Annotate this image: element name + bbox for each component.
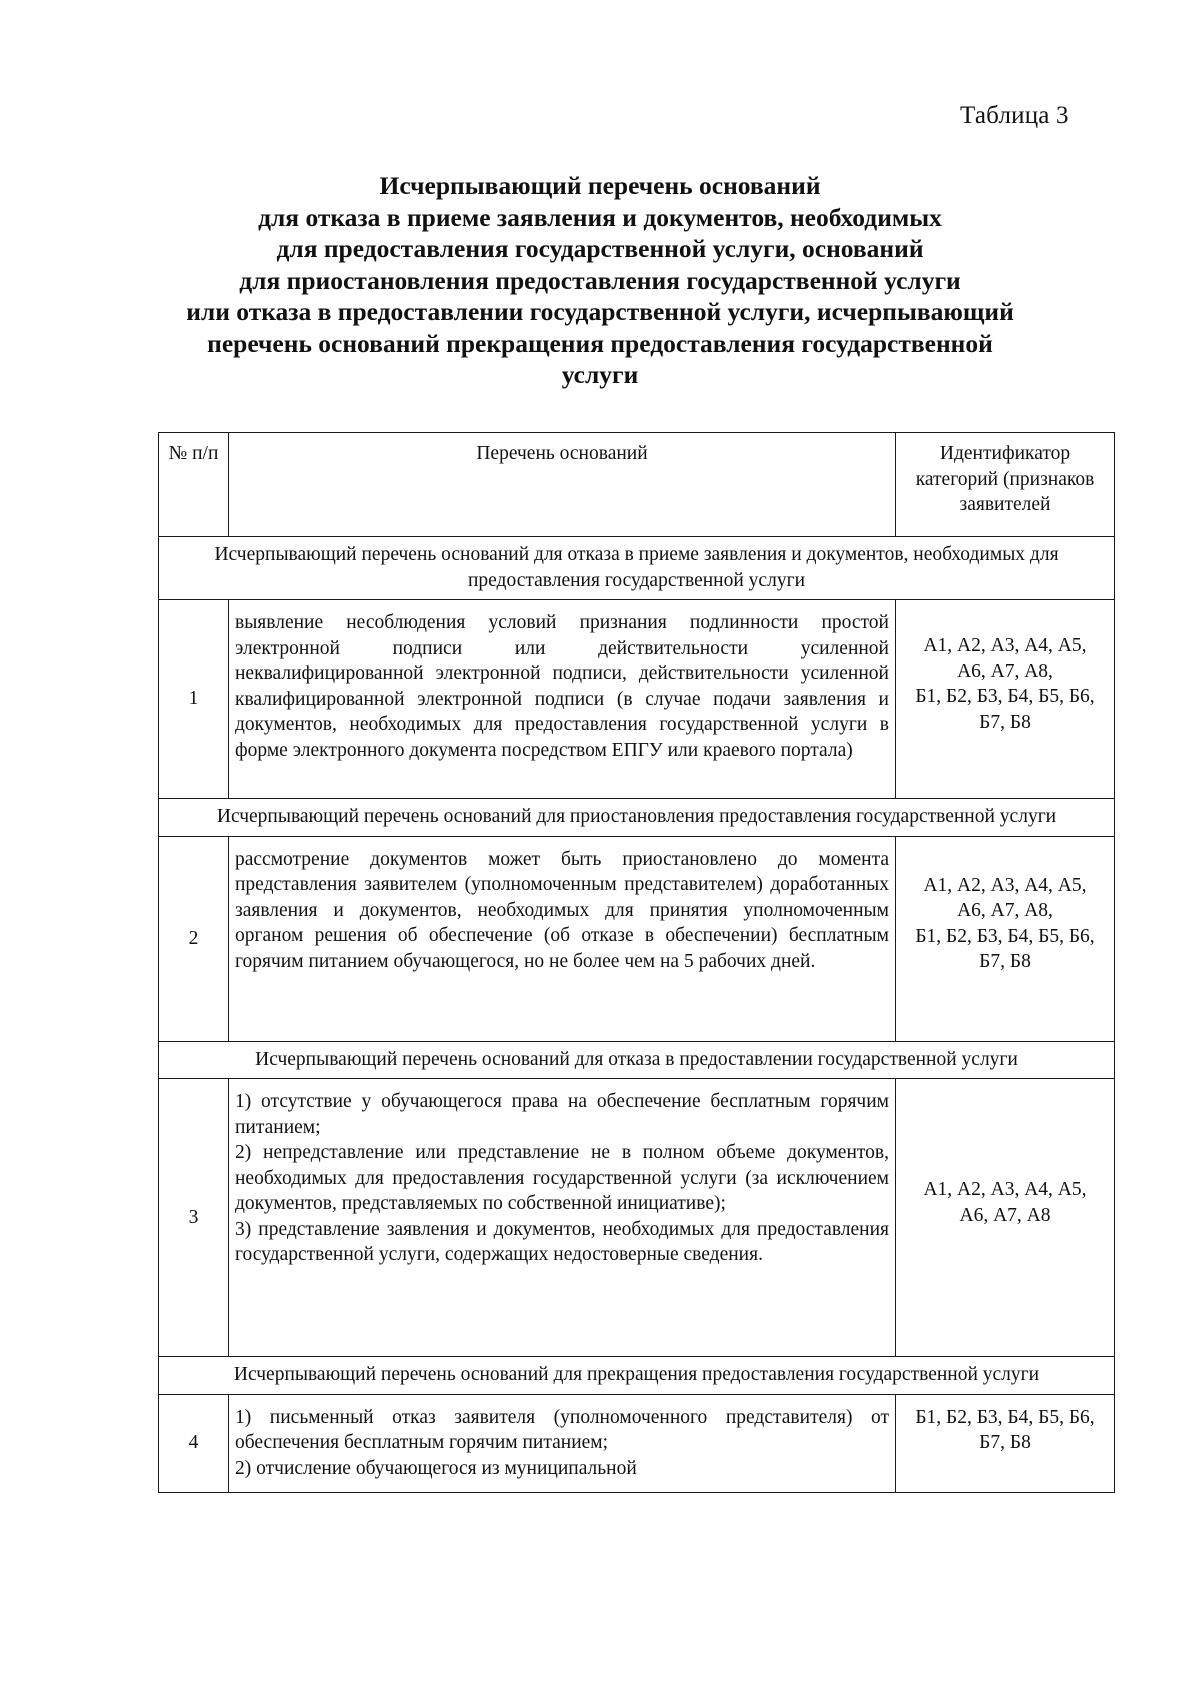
header-grounds: Перечень оснований xyxy=(229,433,896,537)
header-num: № п/п xyxy=(159,433,229,537)
grounds-table xyxy=(158,432,1115,1493)
identifier-line: Б1, Б2, Б3, Б4, Б5, Б6, xyxy=(915,1406,1095,1428)
row-paragraph: выявление несоблюдения условий признания подлинности простой электронной подписи или действительности усиленной неквалифицированной электронной подписи, действительности усиленной квалифицированной электронной подписи (в случае подачи заявления и документов, необходимых для предоставления государственной услуги в форме электронного документа посредством ЕПГУ или краевого портала) xyxy=(235,612,889,761)
section-row xyxy=(159,799,1115,837)
title-line: перечень оснований прекращения предоставления государственной xyxy=(207,328,993,358)
header-identifier xyxy=(896,433,1115,537)
table-row xyxy=(159,836,1115,1041)
row-number: 1 xyxy=(159,600,229,799)
identifier-line: А6, А7, А8 xyxy=(959,1204,1051,1226)
section-title: Исчерпывающий перечень оснований для отказа в предоставлении государственной услуги xyxy=(159,1041,1115,1079)
row-identifiers xyxy=(896,836,1115,1041)
section-row xyxy=(159,537,1115,600)
table-row xyxy=(159,600,1115,799)
title-line: услуги xyxy=(561,360,639,389)
row-identifiers xyxy=(896,1079,1115,1357)
row-text xyxy=(229,1394,896,1492)
identifier-line: Б7, Б8 xyxy=(979,711,1031,733)
table-row xyxy=(159,1394,1115,1492)
row-identifiers xyxy=(896,600,1115,799)
row-paragraph: 1) отсутствие у обучающегося права на обеспечение бесплатным горячим питанием; xyxy=(235,1091,889,1138)
identifier-line: Б1, Б2, Б3, Б4, Б5, Б6, xyxy=(915,925,1095,947)
section-row xyxy=(159,1041,1115,1079)
row-paragraph: 1) письменный отказ заявителя (уполномоченного представителя) от обеспечения бесплатным горячим питанием; xyxy=(235,1406,889,1453)
section-title: Исчерпывающий перечень оснований для отказа в приеме заявления и документов, необходимых для предоставления государственной услуги xyxy=(159,537,1115,600)
header-identifier-line: Идентификатор xyxy=(939,443,1071,464)
table-header-row xyxy=(159,433,1115,537)
identifier-line: А6, А7, А8, xyxy=(957,660,1053,682)
identifier-line: А1, А2, А3, А4, А5, xyxy=(923,1179,1087,1200)
table-row xyxy=(159,1079,1115,1357)
section-title: Исчерпывающий перечень оснований для приостановления предоставления государственной услуги xyxy=(159,799,1115,837)
header-identifier-line: категорий (признаков xyxy=(915,468,1095,490)
section-title: Исчерпывающий перечень оснований для прекращения предоставления государственной услуги xyxy=(159,1357,1115,1395)
row-paragraph: 3) представление заявления и документов, необходимых для предоставления государственной услуги, содержащих недостоверные сведения. xyxy=(235,1218,889,1265)
row-number: 3 xyxy=(159,1079,229,1357)
row-paragraph: 2) непредставление или представление не в полном объеме документов, необходимых для предоставления государственной услуги (за исключением документов, представляемых по собственной инициативе); xyxy=(235,1142,889,1214)
identifier-line: Б7, Б8 xyxy=(979,1432,1031,1453)
section-row xyxy=(159,1357,1115,1395)
row-text xyxy=(229,836,896,1041)
row-paragraph: 2) отчисление обучающегося из муниципальной xyxy=(235,1457,637,1479)
document-title xyxy=(150,170,1050,391)
identifier-line: А6, А7, А8, xyxy=(957,900,1053,921)
title-line: Исчерпывающий перечень оснований xyxy=(379,171,821,200)
row-paragraph: рассмотрение документов может быть приостановлено до момента представления заявителем (уполномоченным представителем) доработанных заявления и документов, необходимых для принятия уполномоченным органом решения об обеспечение (об отказе в обеспечении) бесплатным горячим питанием обучающегося, но не более чем на 5 рабочих дней. xyxy=(235,848,889,972)
row-number: 2 xyxy=(159,836,229,1041)
row-identifiers xyxy=(896,1394,1115,1492)
title-line: для отказа в приеме заявления и документов, необходимых xyxy=(258,202,942,232)
row-number: 4 xyxy=(159,1394,229,1492)
row-text xyxy=(229,1079,896,1357)
title-line: или отказа в предоставлении государственной услуги, исчерпывающий xyxy=(186,297,1014,326)
identifier-line: Б1, Б2, Б3, Б4, Б5, Б6, xyxy=(915,686,1095,707)
table-label: Таблица 3 xyxy=(960,102,1069,129)
header-identifier-line: заявителей xyxy=(959,494,1051,515)
title-line: для предоставления государственной услуги, оснований xyxy=(276,234,924,263)
identifier-line: А1, А2, А3, А4, А5, xyxy=(923,635,1087,656)
row-text xyxy=(229,600,896,799)
identifier-line: А1, А2, А3, А4, А5, xyxy=(923,874,1087,896)
identifier-line: Б7, Б8 xyxy=(979,951,1031,972)
title-line: для приостановления предоставления государственной услуги xyxy=(239,265,961,295)
